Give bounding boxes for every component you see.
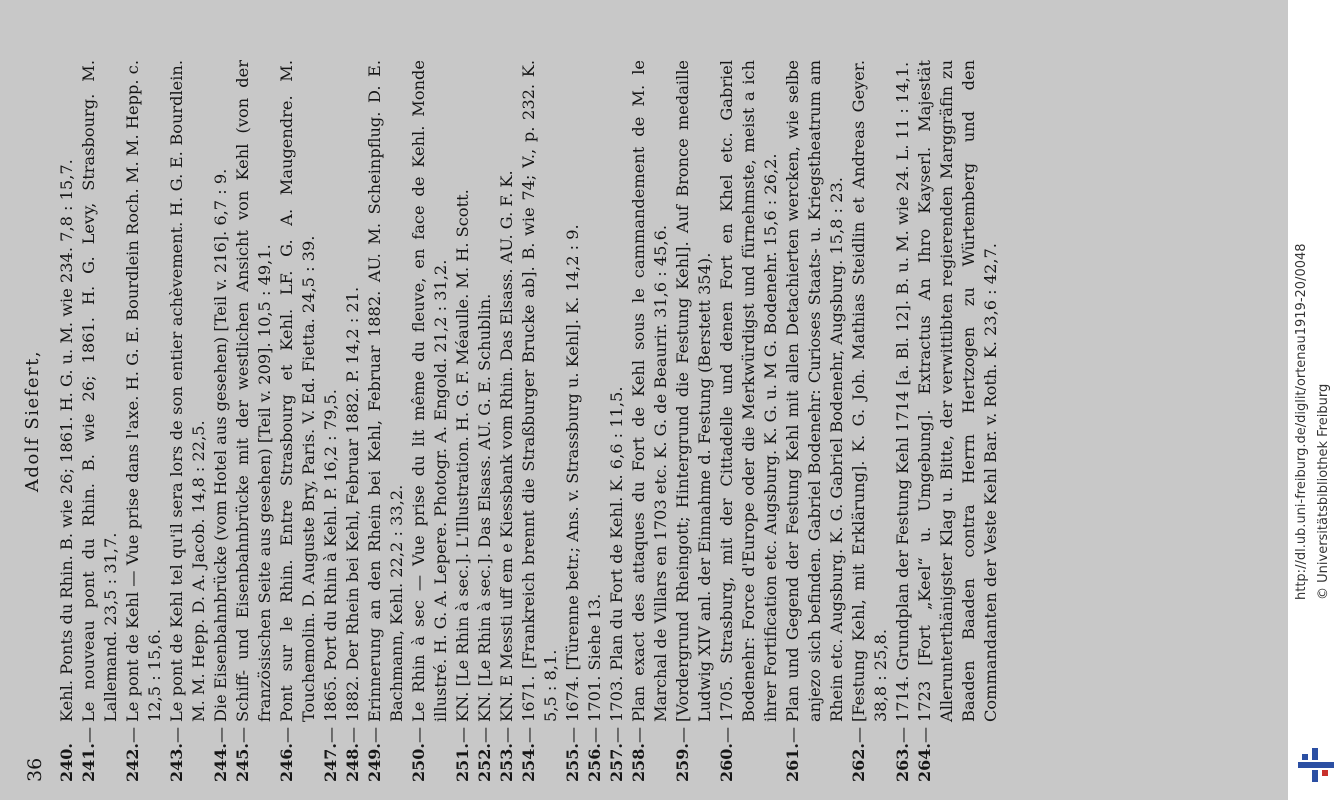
- entry-number: 251.: [453, 743, 472, 782]
- entry-text: Kehl. Ponts du Rhin. B. wie 26; 1861. H. G. u. M. wie 234. 7,8 : 15,7.: [57, 159, 76, 722]
- entry-text: KN. [Le Rhin à sec.]. Das Elsass. AU. G. E. Schublin.: [475, 293, 494, 722]
- entry-dash: —: [277, 727, 296, 743]
- catalog-entry: [562, 60, 584, 782]
- catalog-entry: [782, 60, 848, 782]
- entry-text: Die Eisenbahnbrücke (vom Hotel aus gesehen) [Teil v. 216]. 6,7 : 9.: [211, 168, 230, 722]
- entry-text: 1723 [Fort „Keel“ u. Umgebung]. Extractus An Ihro Kayserl. Majestät Allerunterthänigster Klag u. Bitte, der verwittibten regierenden Marggräfin zu Baaden Baaden contra Herrn Hertzogen zu Würtemberg und den Commandanten der Veste Kehl Bar. v. Roth. K. 23,6 : 42,7.: [915, 60, 1000, 722]
- entry-number: 240.: [57, 743, 76, 782]
- entry-dash: —: [475, 727, 494, 743]
- catalog-entry: [408, 60, 452, 782]
- entry-text: Le pont de Kehl — Vue prise dans l'axe. H. G. E. Bourdlein Roch. M. M. Hepp. c. 12,5 : 15,6.: [123, 60, 164, 722]
- catalog-entry: [496, 60, 518, 782]
- catalog-entry: [716, 60, 782, 782]
- entry-number: 246.: [277, 743, 296, 782]
- entry-dash: —: [497, 727, 516, 743]
- entry-text: KN. E Messti uff em e Kiessbank vom Rhin. Das Elsass. AU. G. F. K.: [497, 170, 516, 722]
- entry-number: 261.: [783, 743, 802, 782]
- entry-dash: —: [233, 727, 252, 743]
- entry-dash: —: [453, 727, 472, 743]
- catalog-entry: [518, 60, 562, 782]
- entry-text: 1671. [Frankreich brennt die Straßburger Brucke ab]. B. wie 74; V., p. 232. K. 5,5 : 8,1.: [519, 60, 560, 722]
- catalog-entry: [232, 60, 276, 782]
- catalog-entry: [320, 60, 342, 782]
- entry-number: 263.: [893, 743, 912, 782]
- entry-dash: —: [167, 727, 186, 743]
- entry-text: 1705. Strasburg, mit der Cittadelle und denen Fort en Khel etc. Gabriel Bodenehr: Force d'Europe oder die Merkwürdigst und fürnehmste, meist a ich ihrer Fortification etc. Augsburg. K. G. u. M G. Bodenehr. 15,6 : 26,2.: [717, 60, 780, 722]
- entry-dash: —: [123, 727, 142, 743]
- entry-text: Le nouveau pont du Rhin. B. wie 26; 1861. H. G. Levy, Strasbourg. M. Lallemand. 23,5 : 31,7.: [79, 60, 120, 722]
- copyright-credit: © Universitätsbibliothek Freiburg: [1316, 383, 1331, 600]
- entry-text: Plan und Gegend der Festung Kehl mit allen Detachierten wercken, wie selbe anjezo sich befinden. Gabriel Bodenehr: Curioses Staats- u. Kriegstheatrum am Rhein etc. Augsburg. K. G. Gabriel Bodenehr, Augsburg. 15,8 : 23.: [783, 60, 846, 722]
- entry-text: Le pont de Kehl tel qu'il sera lors de son entier achèvement. H. G. E. Bourdlein. M. M. Hepp. D. A. Jacob. 14,8 : 22,5.: [167, 60, 208, 722]
- catalog-entry: [364, 60, 408, 782]
- entry-number: 247.: [321, 743, 340, 782]
- catalog-entry: [452, 60, 474, 782]
- entry-dash: —: [585, 727, 604, 743]
- entry-dash: —: [673, 727, 692, 743]
- entry-number: 257.: [607, 743, 626, 782]
- entry-number: 241.: [79, 743, 98, 782]
- entry-number: 243.: [167, 743, 186, 782]
- running-head-author: Adolf Siefert,: [22, 349, 43, 493]
- entry-dash: —: [607, 727, 626, 743]
- catalog-entry: [672, 60, 716, 782]
- entry-number: 262.: [849, 743, 868, 782]
- entry-number: 248.: [343, 743, 362, 782]
- page-number: 36: [24, 757, 46, 782]
- catalog-entry: [276, 60, 320, 782]
- catalog-entry: [628, 60, 672, 782]
- catalog-entry: [78, 60, 122, 782]
- entry-dash: —: [717, 727, 736, 743]
- entry-number: 256.: [585, 743, 604, 782]
- entry-number: 254.: [519, 743, 538, 782]
- entry-text: 1714. Grundplan der Festung Kehl 1714 [a. Bl. 12]. B. u. M. wie 24. L. 11 : 14,1.: [893, 61, 912, 722]
- catalog-entry: [122, 60, 166, 782]
- entry-dash: —: [563, 727, 582, 743]
- entry-number: 258.: [629, 743, 648, 782]
- entry-text: [Festung Kehl, mit Erklärung]. K. G. Joh. Mathias Steidlin et Andreas Geyer. 38,8 : 25,8.: [849, 60, 890, 722]
- entry-dash: —: [783, 727, 802, 743]
- entry-dash: —: [915, 727, 934, 743]
- entry-number: 244.: [211, 743, 230, 782]
- entry-dash: —: [519, 727, 538, 743]
- entry-number: 242.: [123, 743, 142, 782]
- sidebar-rotated: [1288, 0, 1344, 800]
- entry-dash: —: [409, 727, 428, 743]
- ub-freiburg-logo: [1296, 748, 1336, 782]
- entry-dash: —: [343, 727, 362, 743]
- page-header: [0, 60, 56, 782]
- catalog-entry: [166, 60, 210, 782]
- entry-number: 264.: [915, 743, 934, 782]
- entry-number: 255.: [563, 743, 582, 782]
- entry-dash: —: [849, 727, 868, 743]
- entry-number: 260.: [717, 743, 736, 782]
- entry-number: 250.: [409, 743, 428, 782]
- catalog-entry: [914, 60, 1002, 782]
- catalog-entry: [848, 60, 892, 782]
- entry-dash: —: [321, 727, 340, 743]
- catalog-entry: [342, 60, 364, 782]
- entry-number: 245.: [233, 743, 252, 782]
- catalog-entries: [56, 60, 1002, 782]
- library-sidebar: [1288, 0, 1344, 800]
- catalog-entry: [56, 60, 78, 782]
- entry-dash: —: [893, 727, 912, 743]
- entry-text: KN. [Le Rhin à sec.]. L'Illustration. H. G. F. Méaulle. M. H. Scott.: [453, 189, 472, 722]
- entry-text: Pont sur le Rhin. Entre Strasbourg et Kehl. LF. G. A. Maugendre. M. Touchemolin. D. Auguste Bry, Paris. V. Ed. Fietta. 24,5 : 39.: [277, 60, 318, 722]
- catalog-entry: [584, 60, 606, 782]
- entry-text: 1703. Plan du Fort de Kehl. K. 6,6 : 11,5.: [607, 386, 626, 722]
- entry-text: Le Rhin à sec — Vue prise du lit même du fleuve, en face de Kehl. Monde illustré. H. G. A. Lepere. Photogr. A. Engold. 21,2 : 31,2.: [409, 60, 450, 722]
- catalog-entry: [892, 60, 914, 782]
- entry-dash: —: [365, 727, 384, 743]
- source-url[interactable]: http://dl.ub.uni-freiburg.de/diglit/ortenau1919-20/0048: [1294, 243, 1309, 600]
- entry-dash: —: [629, 727, 648, 743]
- entry-text: Erinnerung an den Rhein bei Kehl, Februar 1882. AU. M. Scheinpflug. D. E. Bachmann, Kehl. 22,2 : 33,2.: [365, 60, 406, 722]
- entry-text: 1674. [Türenne betr.; Ans. v. Strassburg u. Kehl]. K. 14,2 : 9.: [563, 224, 582, 722]
- entry-dash: —: [79, 727, 98, 743]
- catalog-entry: [606, 60, 628, 782]
- entry-number: 259.: [673, 743, 692, 782]
- entry-text: Plan exact des attaques du Fort de Kehl sous le cammandement de M. le Marchal de Villars en 1703 etc. K. G. de Beaurir. 31,6 : 45,6.: [629, 60, 670, 722]
- entry-text: 1865. Port du Rhin à Kehl. P. 16,2 : 79,5.: [321, 389, 340, 722]
- entry-number: 253.: [497, 743, 516, 782]
- entry-text: Schiff- und Eisenbahnbrücke mit der westlichen Ansicht von Kehl (von der französischen Seite aus gesehen) [Teil v. 209]. 10,5 : 49,1.: [233, 60, 274, 722]
- entry-number: 252.: [475, 743, 494, 782]
- catalog-entry: [474, 60, 496, 782]
- entry-dash: —: [211, 727, 230, 743]
- entry-text: 1882. Der Rhein bei Kehl, Februar 1882. P. 14,2 : 21.: [343, 286, 362, 722]
- entry-number: 249.: [365, 743, 384, 782]
- entry-text: [Vordergrund Rheingott; Hintergrund die Festung Kehl]. Auf Bronce medaille Ludwig XIV anl. der Einnahme d. Festung (Berstett 354).: [673, 60, 714, 722]
- entry-text: 1701. Siehe 13.: [585, 593, 604, 722]
- catalog-entry: [210, 60, 232, 782]
